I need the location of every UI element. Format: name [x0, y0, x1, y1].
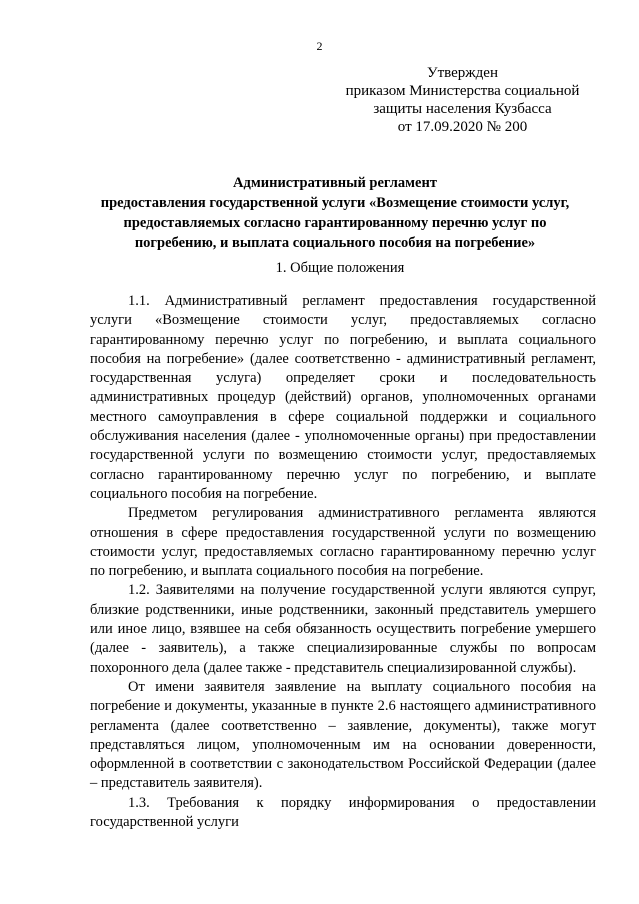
section-heading: 1. Общие положения	[275, 260, 405, 276]
page-number: 2	[316, 39, 323, 53]
approval-line-3: защиты населения Кузбасса	[373, 101, 552, 117]
paragraph-1-2: 1.2. Заявителями на получение государственной услуги являются супруг, близкие родственники, иные родственники, законный представитель умершего или иное лицо, взявшее на себя обязанность осуществить погребение умершего (далее - заявитель), а также специализированные службы по вопросам похоронного дела (далее также - представитель специализированной службы).	[90, 582, 596, 676]
approval-line-1: Утвержден	[426, 65, 498, 81]
paragraph-representative: От имени заявителя заявление на выплату социального пособия на погребение и документы, указанные в пункте 2.6 настоящего административного регламента (далее соответственно – заявление, документы), также могут представляться лицом, уполномоченным им на основании доверенности, оформленной в соответствии с законодательством Российской Федерации (далее – представитель заявителя).	[90, 678, 596, 792]
title-line-4: погребению, и выплата социального пособия на погребение»	[134, 235, 536, 251]
approval-block	[340, 64, 585, 136]
approval-line-2: приказом Министерства социальной	[345, 83, 580, 99]
paragraph-subject: Предметом регулирования административного регламента являются отношения в сфере предоставления государственной услуги по возмещению стоимости услуг, предоставляемых согласно гарантированному перечню услуг по погребению, и выплата социального пособия на погребение.	[90, 505, 596, 580]
approval-line-4: от 17.09.2020 № 200	[397, 119, 528, 135]
document-body	[90, 292, 596, 832]
title-line-1: Административный регламент	[233, 175, 437, 191]
document-title	[70, 173, 600, 253]
title-line-3: предоставляемых согласно гарантированному перечню услуг по	[123, 215, 547, 231]
title-line-2: предоставления государственной услуги «Возмещение стоимости услуг,	[100, 195, 570, 211]
paragraph-1-1: 1.1. Административный регламент предоставления государственной услуги «Возмещение стоимости услуг, предоставляемых согласно гарантированному перечню услуг по погребению, и выплата социального пособия на погребение» (далее соответственно - административный регламент, государственная услуга) определяет сроки и последовательность административных процедур (действий) органов, уполномоченных органами местного самоуправления в сфере социальной поддержки и социального обслуживания населения (далее - уполномоченные органы) при предоставлении государственной услуги по возмещению стоимости услуг, предоставляемых согласно гарантированному перечню услуг по погребению, и выплате социального пособия на погребение.	[90, 293, 596, 502]
paragraph-1-3: 1.3. Требования к порядку информирования о предоставлении государственной услуги	[90, 794, 596, 831]
